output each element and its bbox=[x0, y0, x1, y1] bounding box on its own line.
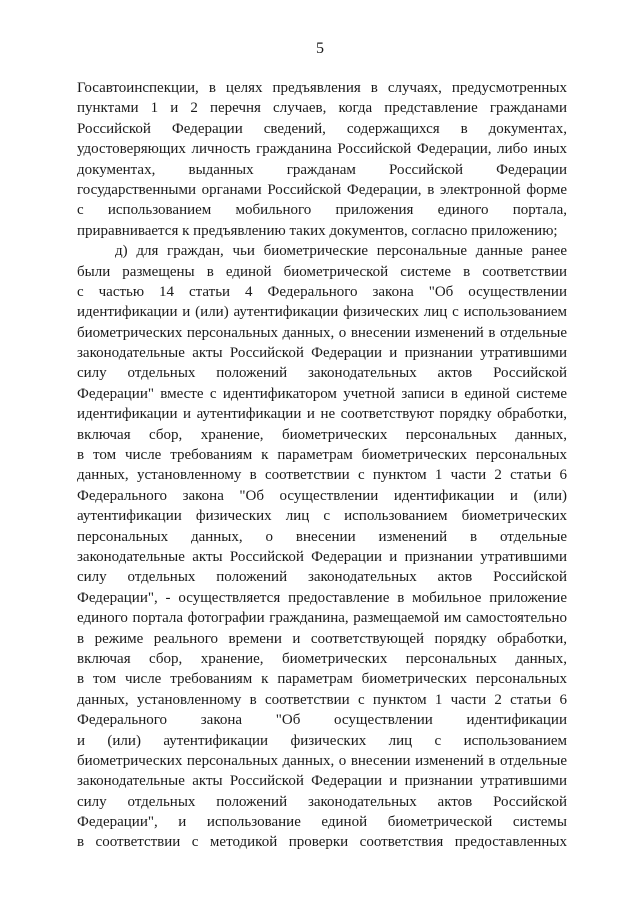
paragraph-start-line: д) для граждан, чьи биометрические персональные данные ранее bbox=[115, 243, 567, 260]
body-line: Федерации" вместе с идентификатором учетной записи в единой системе bbox=[77, 385, 567, 402]
body-line: данных, установленному в соответствии с пунктом 1 части 2 статьи 6 bbox=[77, 467, 567, 484]
body-line: включая сбор, хранение, биометрических персональных данных, bbox=[77, 426, 567, 443]
body-line: с частью 14 статьи 4 Федерального закона "Об осуществлении bbox=[77, 283, 567, 300]
body-line: данных, установленному в соответствии с пунктом 1 части 2 статьи 6 bbox=[77, 691, 567, 708]
body-line: единого портала фотографии гражданина, размещаемой им самостоятельно bbox=[77, 610, 567, 627]
body-line: Госавтоинспекции, в целях предъявления в случаях, предусмотренных bbox=[77, 80, 567, 96]
body-line: Федерации", - осуществляется предоставление в мобильное приложение bbox=[77, 589, 567, 606]
body-line: с использованием мобильного приложения единого портала, bbox=[77, 202, 567, 219]
body-line: силу отдельных положений законодательных актов Российской bbox=[77, 569, 567, 586]
body-line: приравнивается к предъявлению таких документов, согласно приложению; bbox=[77, 222, 558, 239]
body-line: силу отдельных положений законодательных актов Российской bbox=[77, 365, 567, 382]
body-line: биометрических персональных данных, о внесении изменений в отдельные bbox=[77, 752, 567, 769]
body-line: в том числе требованиям к параметрам биометрических персональных bbox=[77, 671, 567, 688]
body-line: включая сбор, хранение, биометрических персональных данных, bbox=[77, 650, 567, 667]
body-line: Федерального закона "Об осуществлении идентификации bbox=[77, 712, 567, 729]
body-line: законодательные акты Российской Федерации и признании утратившими bbox=[77, 548, 567, 565]
page-number: 5 bbox=[316, 40, 324, 57]
body-line: идентификации и (или) аутентификации физических лиц с использованием bbox=[77, 304, 567, 321]
body-line: аутентификации физических лиц с использованием биометрических bbox=[77, 508, 567, 525]
body-line: и (или) аутентификации физических лиц с использованием bbox=[77, 732, 567, 749]
body-text bbox=[77, 78, 567, 853]
body-line: силу отдельных положений законодательных актов Российской bbox=[77, 793, 567, 810]
body-line: Российской Федерации сведений, содержащихся в документах, bbox=[77, 120, 567, 137]
body-line: идентификации и аутентификации и не соответствуют порядку обработки, bbox=[77, 406, 567, 423]
body-line: пунктами 1 и 2 перечня случаев, когда представление гражданами bbox=[77, 100, 567, 117]
body-line: Федерального закона "Об осуществлении идентификации и (или) bbox=[77, 487, 567, 504]
body-line: удостоверяющих личность гражданина Российской Федерации, либо иных bbox=[77, 141, 567, 158]
body-line: в режиме реального времени и соответствующей порядку обработки, bbox=[77, 630, 567, 647]
body-line: биометрических персональных данных, о внесении изменений в отдельные bbox=[77, 324, 567, 341]
body-line: в соответствии с методикой проверки соответствия предоставленных bbox=[77, 834, 567, 851]
body-line: были размещены в единой биометрической системе в соответствии bbox=[77, 263, 567, 280]
body-line: государственными органами Российской Федерации, в электронной форме bbox=[77, 181, 567, 198]
body-line: законодательные акты Российской Федерации и признании утратившими bbox=[77, 345, 567, 362]
body-line: законодательные акты Российской Федерации и признании утратившими bbox=[77, 773, 567, 790]
body-line: в том числе требованиям к параметрам биометрических персональных bbox=[77, 447, 567, 464]
body-line: Федерации", и использование единой биометрической системы bbox=[77, 814, 567, 831]
body-line: персональных данных, о внесении изменений в отдельные bbox=[77, 528, 567, 545]
body-line: документах, выданных гражданам Российской Федерации bbox=[77, 161, 567, 178]
